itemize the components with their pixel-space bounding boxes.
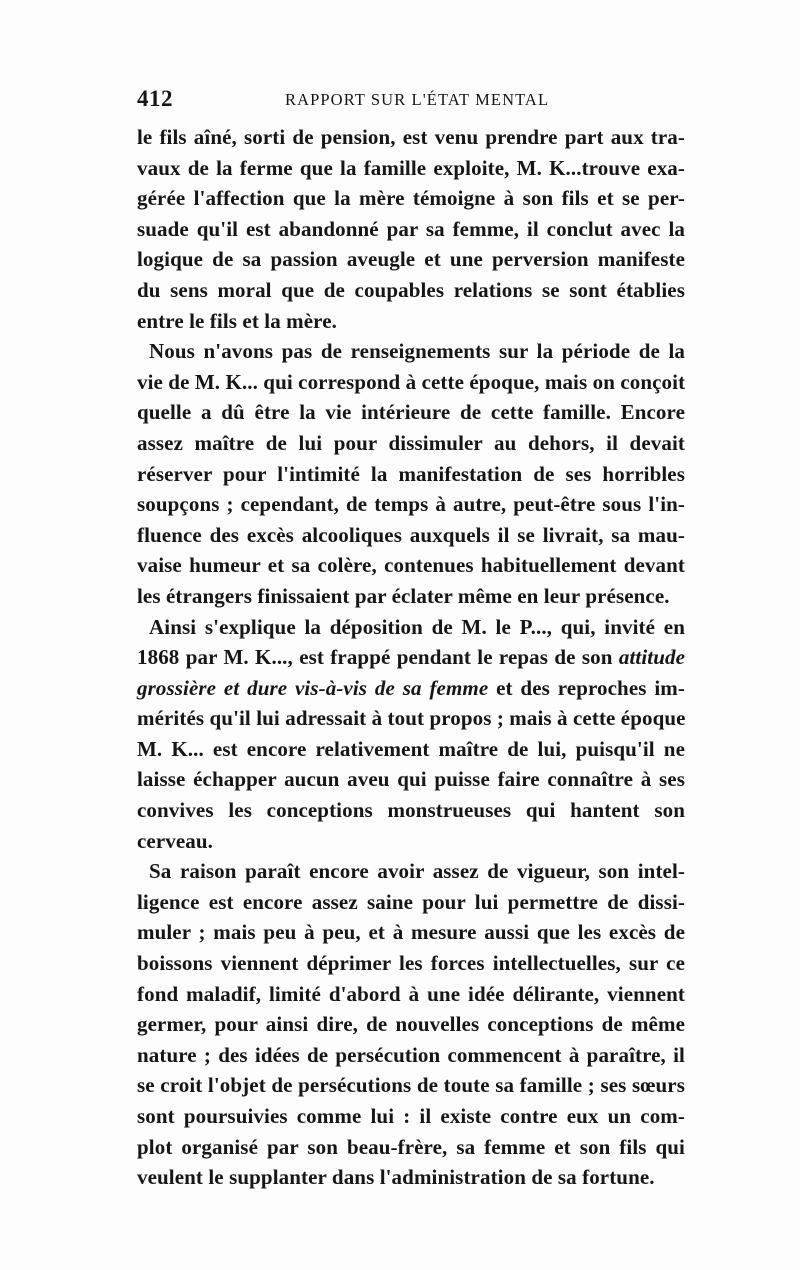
text-line: soupçons ; cependant, de temps à autre, peut-être sous l'in-: [137, 492, 685, 517]
text-line: assez maître de lui pour dissimuler au dehors, il devait: [137, 430, 685, 455]
text-line: se croit l'objet de persécutions de toute sa famille ; ses sœurs: [137, 1073, 685, 1098]
text-line: sont poursuivies comme lui : il existe contre eux un com-: [137, 1104, 685, 1128]
running-head: [137, 86, 685, 116]
text-line: fond maladif, limité d'abord à une idée délirante, viennent: [137, 981, 685, 1006]
text-line: mérités qu'il lui adressait à tout propos ; mais à cette époque: [137, 706, 686, 731]
text-line: laisse échapper aucun aveu qui puisse faire connaître à ses: [137, 767, 685, 792]
text-segment: 1868 par M. K..., est frappé pendant le repas de son: [137, 645, 619, 670]
text-line: boissons viennent déprimer les forces intellectuelles, sur ce: [137, 951, 685, 976]
text-line: ligence est encore assez saine pour lui permettre de dissi-: [137, 889, 685, 914]
text-line: vaux de la ferme que la famille exploite, M. K...trouve exa-: [137, 155, 685, 180]
text-line: fluence des excès alcooliques auxquels il se livrait, sa mau-: [137, 522, 685, 547]
text-line: germer, pour ainsi dire, de nouvelles conceptions de même: [137, 1012, 685, 1037]
paragraph-end-line: veulent le supplanter dans l'administration de sa fortune.: [137, 1165, 655, 1190]
text-line: gérée l'affection que la mère témoigne à son fils et se per-: [137, 186, 685, 211]
text-line: quelle a dû être la vie intérieure de cette famille. Encore: [137, 400, 685, 425]
paragraph-start-line: Sa raison paraît encore avoir assez de vigueur, son intel-: [149, 859, 685, 884]
text-line: muler ; mais peu à peu, et à mesure aussi que les excès de: [137, 920, 685, 945]
text-line: [137, 642, 685, 673]
text-line: suade qu'il est abandonné par sa femme, il conclut avec la: [137, 216, 685, 241]
italic-segment: attitude: [618, 645, 685, 670]
text-line: réserver pour l'intimité la manifestation de ses horribles: [137, 461, 685, 486]
text-line: du sens moral que de coupables relations se sont établies: [137, 277, 685, 302]
paragraph-start-line: Nous n'avons pas de renseignements sur la période de la: [149, 339, 685, 364]
page-number: 412: [137, 86, 173, 111]
text-line: logique de sa passion aveugle et une perversion manifeste: [137, 247, 685, 272]
paragraph-end-line: entre le fils et la mère.: [137, 308, 337, 333]
body-text: [137, 122, 685, 1193]
text-line: nature ; des idées de persécution commencent à paraître, il: [137, 1042, 685, 1067]
text-line: convives les conceptions monstrueuses qui hantent son: [137, 798, 685, 823]
paragraph-end-line: les étrangers finissaient par éclater même en leur présence.: [137, 583, 670, 608]
italic-segment: grossière et dure vis-à-vis de sa femme: [137, 675, 489, 700]
text-line: vaise humeur et sa colère, contenues habituellement devant: [137, 553, 685, 578]
text-line: [137, 673, 685, 704]
text-line: plot organisé par son beau-frère, sa femme et son fils qui: [137, 1134, 685, 1159]
paragraph-start-line: Ainsi s'explique la déposition de M. le P..., qui, invité en: [149, 614, 685, 639]
text-line: vie de M. K... qui correspond à cette époque, mais on conçoit: [137, 369, 686, 394]
text-line: le fils aîné, sorti de pension, est venu prendre part aux tra-: [137, 125, 685, 149]
running-title: RAPPORT SUR L'ÉTAT MENTAL: [285, 90, 550, 109]
text-line: M. K... est encore relativement maître de lui, puisqu'il ne: [137, 736, 685, 761]
text-segment: et des reproches im-: [488, 675, 685, 700]
paragraph-end-line: cerveau.: [137, 828, 214, 853]
